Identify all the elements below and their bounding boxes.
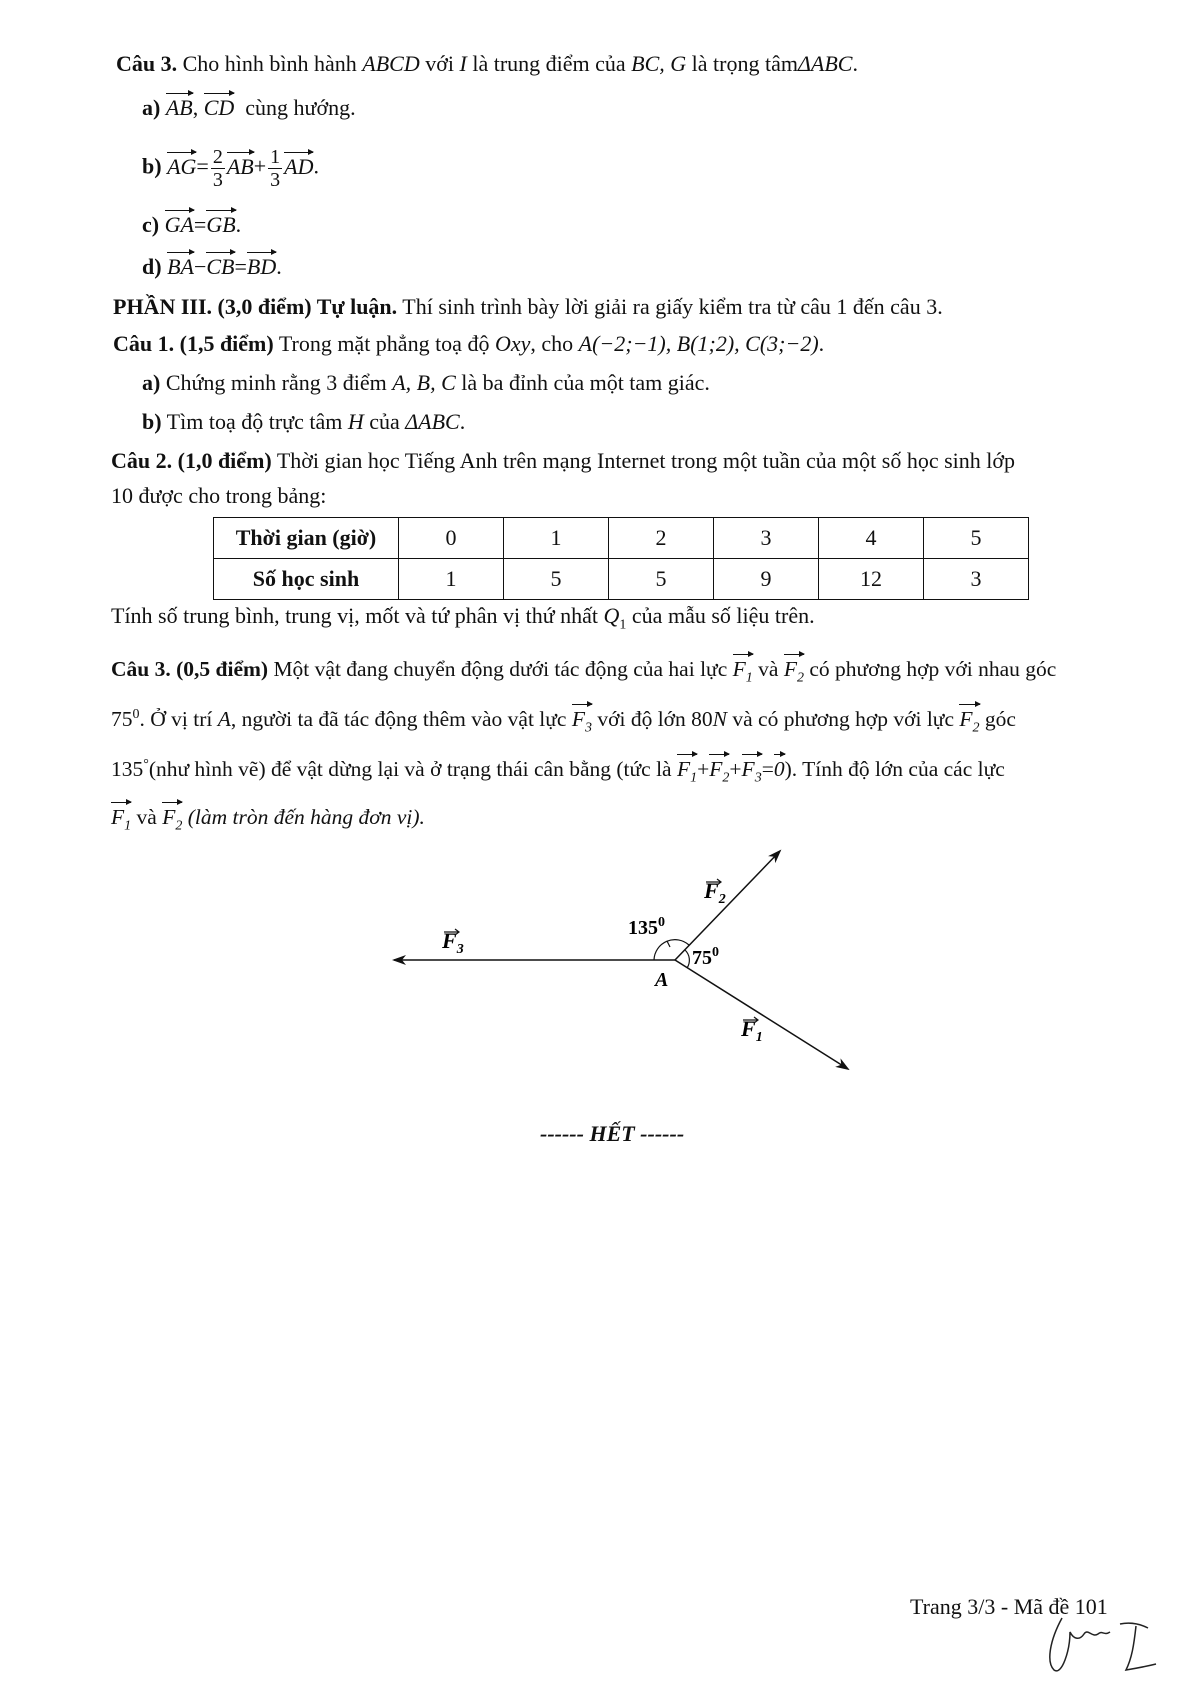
denominator: 3 [270,169,281,191]
equals: = [196,153,209,179]
q2-text: 10 được cho trong bảng: [111,483,327,508]
angle-75-degree: 0 [712,945,719,960]
subscript: 2 [175,818,183,834]
q2-text: Tính số trung bình, trung vị, mốt và tứ phân vị thứ nhất [111,603,599,628]
q3a-dot: . [852,51,858,76]
triangle-abc: ΔABC [405,409,460,434]
q1-text: Trong mặt phẳng toạ độ [278,331,490,356]
table-cell: 1 [399,559,504,600]
angle-arc-135 [654,940,689,960]
table-cell: 3 [714,518,819,559]
equals: = [234,254,247,279]
vector-bd: BD [247,249,276,281]
vector-ab: AB [166,90,193,122]
q2-points: (1,0 điểm) [177,448,272,473]
table-cell: 5 [609,559,714,600]
part3-text: Thí sinh trình bày lời giải ra giấy kiểm tra từ câu 1 đến câu 3. [402,294,943,319]
option-label: b) [142,153,162,179]
q3b-text: góc [984,707,1016,732]
newton-unit: N [712,707,728,732]
f-letter: F [676,757,691,782]
vector-cb: CB [206,249,234,281]
q3b-line1 [111,651,1056,692]
label-angle-135 [628,915,665,939]
minus: − [193,254,207,279]
q3a-text: với [425,51,454,76]
vector-f3 [742,751,762,792]
zero-vector: 0 [774,751,785,783]
numerator: 1 [270,146,281,168]
subscript: 3 [584,720,592,736]
vector-ga: GA [165,207,194,239]
q3b-text: có phương hợp với nhau góc [809,657,1057,681]
point-a: A [217,707,231,732]
f1-sub: 1 [755,1030,763,1045]
q1-quartile: Q [603,603,620,628]
option-text: cùng hướng. [245,95,356,120]
q3b-line4 [111,799,425,840]
period: . [313,153,319,179]
q2-stem-line1 [111,447,1015,475]
q3a-i: I [459,51,467,76]
q2-after-table [111,602,815,639]
q1-stem [113,330,824,358]
q2-stem-line2 [111,482,326,510]
vector-f2 [709,751,729,792]
vector-ad: AD [284,149,313,181]
plus: + [697,757,710,782]
angle-arc-75 [685,950,689,968]
vector-f2 [162,799,182,840]
fraction-2-3 [211,146,225,191]
q3b-rounding-note: (làm tròn đến hàng đơn vị). [187,805,425,829]
table-cell: 0 [399,518,504,559]
vector-gb: GB [206,207,235,239]
q3b-label: Câu 3. (0,5 điểm) [111,657,269,681]
subscript: 2 [972,720,980,736]
table-cell: 4 [819,518,924,559]
force-f2-line [675,851,780,960]
q3b-text: ). Tính độ lớn của các lực [784,757,1005,782]
quartile-sub: 1 [619,617,627,633]
arc-tick [667,941,670,947]
vector-cd: CD [204,90,235,122]
f3-letter: F [442,928,457,953]
comma: , [192,95,199,120]
part3-title: PHẦN III. (3,0 điểm) Tự luận. [113,294,398,319]
table-cell: 2 [609,518,714,559]
vector-f2 [959,701,979,742]
table-row [214,518,1029,559]
table-cell: 12 [819,559,924,600]
period: . [459,409,466,434]
f2-letter: F [704,878,719,903]
subscript: 2 [722,770,730,786]
q3b-text: , người ta đã tác động thêm vào vật lực [230,707,567,732]
points-abc: A, B, C [392,370,456,395]
f-letter: F [111,805,125,829]
equals: = [761,757,774,782]
option-label: d) [142,254,162,279]
angle-75-value: 75 [692,947,712,969]
part-label: a) [142,370,161,395]
equals: = [193,212,207,237]
q3b-text: và [136,805,157,829]
table-cell: 5 [924,518,1029,559]
q1-label: Câu 1. (1,5 điểm) [113,331,274,356]
vector-f3 [572,701,592,742]
q3b-text: với độ lớn [597,707,686,732]
q1-oxy: Oxy [494,331,531,356]
angle-75: 75 [111,707,133,732]
period: . [276,254,282,279]
q3a-bc: BC, G [631,51,687,76]
option-label: a) [142,95,161,120]
f2-sub: 2 [718,892,726,907]
vector-ba: BA [167,249,194,281]
q2-text: Thời gian học Tiếng Anh trên mạng Internet trong một tuần của một số học sinh lớp [276,448,1015,473]
table-cell: 9 [714,559,819,600]
denominator: 3 [212,169,223,191]
q3a-stem [116,50,858,78]
f1-letter: F [741,1016,756,1041]
degree: 0 [132,707,140,722]
q3b-line2 [111,701,1016,742]
part-label: b) [142,409,162,434]
q2-label: Câu 2. [111,448,173,473]
period: . [235,212,242,237]
q3a-text: là trung điểm của [472,51,626,76]
vector-f1 [677,751,697,792]
q3a-option-b [142,146,319,191]
q3a-abcd: ABCD [362,51,420,76]
frequency-table [213,517,1029,600]
part-text: là ba đỉnh của một tam giác. [461,370,710,395]
f3-sub: 3 [456,942,464,957]
q3b-text: và [758,657,779,681]
force-f1-line [675,960,848,1069]
table-cell: 5 [504,559,609,600]
label-point-a: A [655,969,669,991]
q2-text: của mẫu số liệu trên. [631,603,815,628]
plus: + [729,757,742,782]
magnitude: 80 [691,707,713,732]
part3-heading [113,293,943,321]
table-row [214,559,1029,600]
f-letter: F [571,707,585,732]
angle-135: 135 [111,757,144,782]
vector-f1 [111,799,131,840]
part-text: Tìm toạ độ trực tâm [166,409,343,434]
q3a-text: Cho hình bình hành [182,51,357,76]
signature-icon [1040,1610,1160,1680]
subscript: 1 [745,670,753,686]
label-angle-75 [692,945,719,969]
f-letter: F [959,707,973,732]
vector-f1 [733,651,753,692]
f-letter: F [741,757,755,782]
end-marker: ------ HẾT ------ [540,1121,685,1146]
page-footer: Trang 3/3 - Mã đề 101 [910,1594,1108,1619]
table-header-students: Số học sinh [214,559,399,600]
subscript: 1 [124,818,132,834]
q3a-triangle: ΔABC [797,51,853,76]
part-text: của [369,409,400,434]
period: . [818,331,825,356]
option-label: c) [142,212,160,237]
table-cell: 3 [924,559,1029,600]
orthocenter-h: H [347,409,364,434]
vector-ag: AG [167,149,196,181]
q3b-line3 [111,751,1005,792]
part-text: Chứng minh rằng 3 điểm [165,370,387,395]
q1-part-a [142,369,710,397]
q3b-text: Một vật đang chuyển động dưới tác động của hai lực [273,657,728,681]
q3b-text: và có phương hợp với lực [732,707,955,732]
q3a-option-c [142,207,241,239]
f-letter: F [709,757,723,782]
f-letter: F [162,805,176,829]
q3a-option-a [142,90,356,122]
angle-135-degree: 0 [658,915,665,930]
q1-points: A(−2;−1), B(1;2), C(3;−2) [578,331,819,356]
subscript: 2 [796,670,804,686]
subscript: 3 [754,770,762,786]
q1-part-b [142,408,465,436]
q3b-text: . Ở vị trí [139,707,213,732]
vector-ab: AB [227,149,254,181]
f-letter: F [732,657,746,681]
table-header-time: Thời gian (giờ) [214,518,399,559]
angle-135-value: 135 [628,917,658,939]
vector-f2 [784,651,804,692]
table-cell: 1 [504,518,609,559]
fraction-1-3 [268,146,282,191]
plus: + [253,153,267,179]
f-letter: F [783,657,797,681]
q3a-label: Câu 3. [116,51,178,76]
q3a-text: là trọng tâm [691,51,798,76]
degree: ° [143,757,149,772]
q1-text: , cho [530,331,574,356]
numerator: 2 [212,146,223,168]
q3a-option-d [142,249,282,281]
subscript: 1 [690,770,698,786]
q3b-text: (như hình vẽ) để vật dừng lại và ở trạng thái cân bằng (tức là [148,757,672,782]
force-diagram [380,840,860,1080]
